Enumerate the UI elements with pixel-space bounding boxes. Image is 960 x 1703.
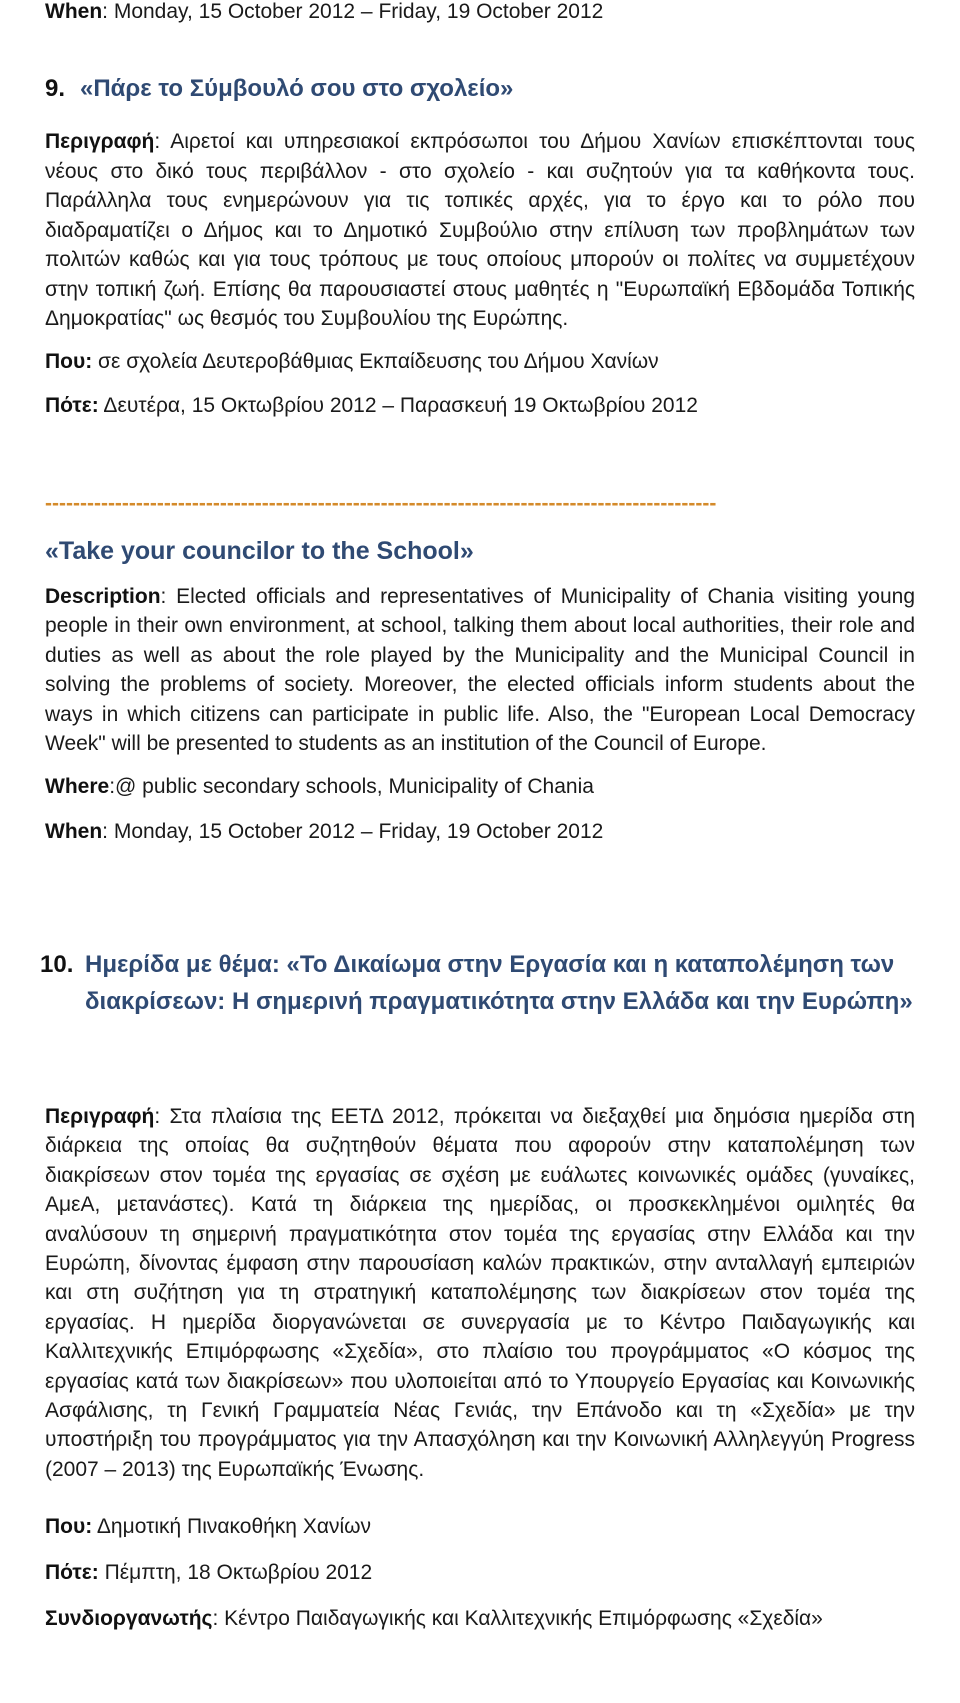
section-9-number: 9.	[45, 75, 66, 102]
section-10-organizer-text: : Κέντρο Παιδαγωγικής και Καλλιτεχνικής Επιμόρφωσης «Σχεδία»	[212, 1607, 823, 1631]
section-10-organizer	[45, 1604, 915, 1634]
prev-when-value: : Monday, 15 October 2012 – Friday, 19 October 2012	[102, 0, 604, 23]
section-9-where	[45, 347, 915, 377]
section-10-number: 10.	[40, 951, 74, 978]
section-10-organizer-label: Συνδιοργανωτής	[45, 1607, 213, 1631]
english-where-text: :@ public secondary schools, Municipality of Chania	[109, 775, 594, 799]
section-10-when-text: Πέμπτη, 18 Οκτωβρίου 2012	[98, 1561, 373, 1585]
section-9-title: «Πάρε το Σύμβουλό σου στο σχολείο»	[80, 75, 514, 102]
section-10-where-label: Που:	[45, 1515, 93, 1539]
section-divider: ------------------------------------------------------------------------------------------------	[45, 492, 717, 515]
section-9-english	[45, 535, 915, 847]
section-10-when	[45, 1558, 915, 1588]
english-when-text: : Monday, 15 October 2012 – Friday, 19 October 2012	[102, 820, 604, 844]
section-9-where-text: σε σχολεία Δευτεροβάθμιας Εκπαίδευσης του Δήμου Χανίων	[92, 349, 659, 373]
section-9-when-text: Δευτέρα, 15 Οκτωβρίου 2012 – Παρασκευή 19 Οκτωβρίου 2012	[98, 393, 698, 417]
section-10-heading	[40, 946, 915, 1020]
section-9-where-label: Που:	[45, 349, 93, 373]
section-10-when-label: Πότε:	[45, 1561, 99, 1585]
english-title: «Take your councilor to the School»	[45, 537, 474, 565]
section-9-when	[45, 391, 915, 421]
section-10-description-text: : Στα πλαίσια της ΕΕΤΔ 2012, πρόκειται να διεξαχθεί μια δημόσια ημερίδα στη διάρκεια της οποίας θα συζητηθούν θέματα που αφορούν στην καταπολέμηση των διακρίσεων στον τομέα της εργασίας σε σχέση με ευάλωτες κοινωνικές ομάδες (γυναίκες, ΑμεΑ, μετανάστες). Κατά τη διάρκεια της ημερίδας, οι προσκεκλημένοι ομιλητές θα αναλύσουν τη σημερινή πραγματικότητα στον τομέα της εργασίας στην Ελλάδα και την Ευρώπη, δίνοντας έμφαση στην παρουσίαση καλών πρακτικών, στην ανταλλαγή εμπειριών και στη συζήτηση για τη στρατηγική καταπολέμησης των διακρίσεων στον τομέα της εργασίας. Η ημερίδα διοργανώνεται σε συνεργασία με το Κέντρο Παιδαγωγικής και Καλλιτεχνικής Επιμόρφωσης «Σχεδία», στο πλαίσιο του προγράμματος «Ο κόσμος της εργασίας κατά των διακρίσεων» που υλοποιείται από το Υπουργείο Εργασίας και Κοινωνικής Ασφάλισης, τη Γενική Γραμματεία Νέας Γενιάς, την Επάνοδο και τη «Σχεδία» με την υποστήριξη του προγράμματος για την Απασχόληση και την Κοινωνική Αλληλεγγύη Progress (2007 – 2013) της Ευρωπαϊκής Ένωσης.	[45, 1105, 915, 1481]
english-when	[45, 817, 915, 847]
section-9-description-label: Περιγραφή	[45, 130, 155, 153]
english-description-label: Description	[45, 585, 161, 608]
english-where	[45, 772, 915, 802]
section-10-title: Ημερίδα με θέμα: «Το Δικαίωμα στην Εργασία και η καταπολέμηση των διακρίσεων: Η σημερινή πραγματικότητα στην Ελλάδα και την Ευρώπη»	[85, 951, 913, 1015]
english-when-label: When	[45, 820, 103, 844]
section-10-description	[45, 1102, 915, 1484]
english-description	[45, 582, 915, 758]
section-9-description-text: : Αιρετοί και υπηρεσιακοί εκπρόσωποι του Δήμου Χανίων επισκέπτονται τους νέους στο δικό τους περιβάλλον - στο σχολείο - και συζητούν για τα καθήκοντα τους. Παράλληλα τους ενημερώνουν για τις τοπικές αρχές, για το έργο και το ρόλο που διαδραματίζει ο Δήμος και το Δημοτικό Συμβούλιο στην επίλυση των προβλημάτων των πολιτών καθώς και για τους τρόπους με τους οποίους μπορούν οι πολίτες να συμμετέχουν στην τοπική ζωή. Επίσης θα παρουσιαστεί στους μαθητές η "Ευρωπαϊκή Εβδομάδα Τοπικής Δημοκρατίας" ως θεσμός του Συμβουλίου της Ευρώπης.	[45, 130, 915, 330]
section-10-description-label: Περιγραφή	[45, 1105, 155, 1128]
english-where-label: Where	[45, 775, 110, 799]
prev-when-label: When	[45, 0, 103, 23]
section-10	[40, 946, 915, 1020]
english-description-text: : Elected officials and representatives of Municipality of Chania visiting young people in their own environment, at school, talking them about local authorities, their role and duties as well as about the role played by the Municipality and the Municipal Council in solving the problems of society. Moreover, the elected officials inform students about the ways in which citizens can participate in public life. Also, the "European Local Democracy Week" will be presented to students as an institution of the Council of Europe.	[45, 585, 915, 756]
section-9	[45, 70, 915, 421]
section-10-body	[45, 1102, 915, 1634]
prev-when-line	[45, 0, 603, 27]
section-9-description	[45, 127, 915, 334]
section-9-when-label: Πότε:	[45, 393, 99, 417]
section-9-heading	[45, 70, 915, 107]
section-10-where-text: Δημοτική Πινακοθήκη Χανίων	[92, 1515, 372, 1539]
section-10-where	[45, 1512, 915, 1542]
